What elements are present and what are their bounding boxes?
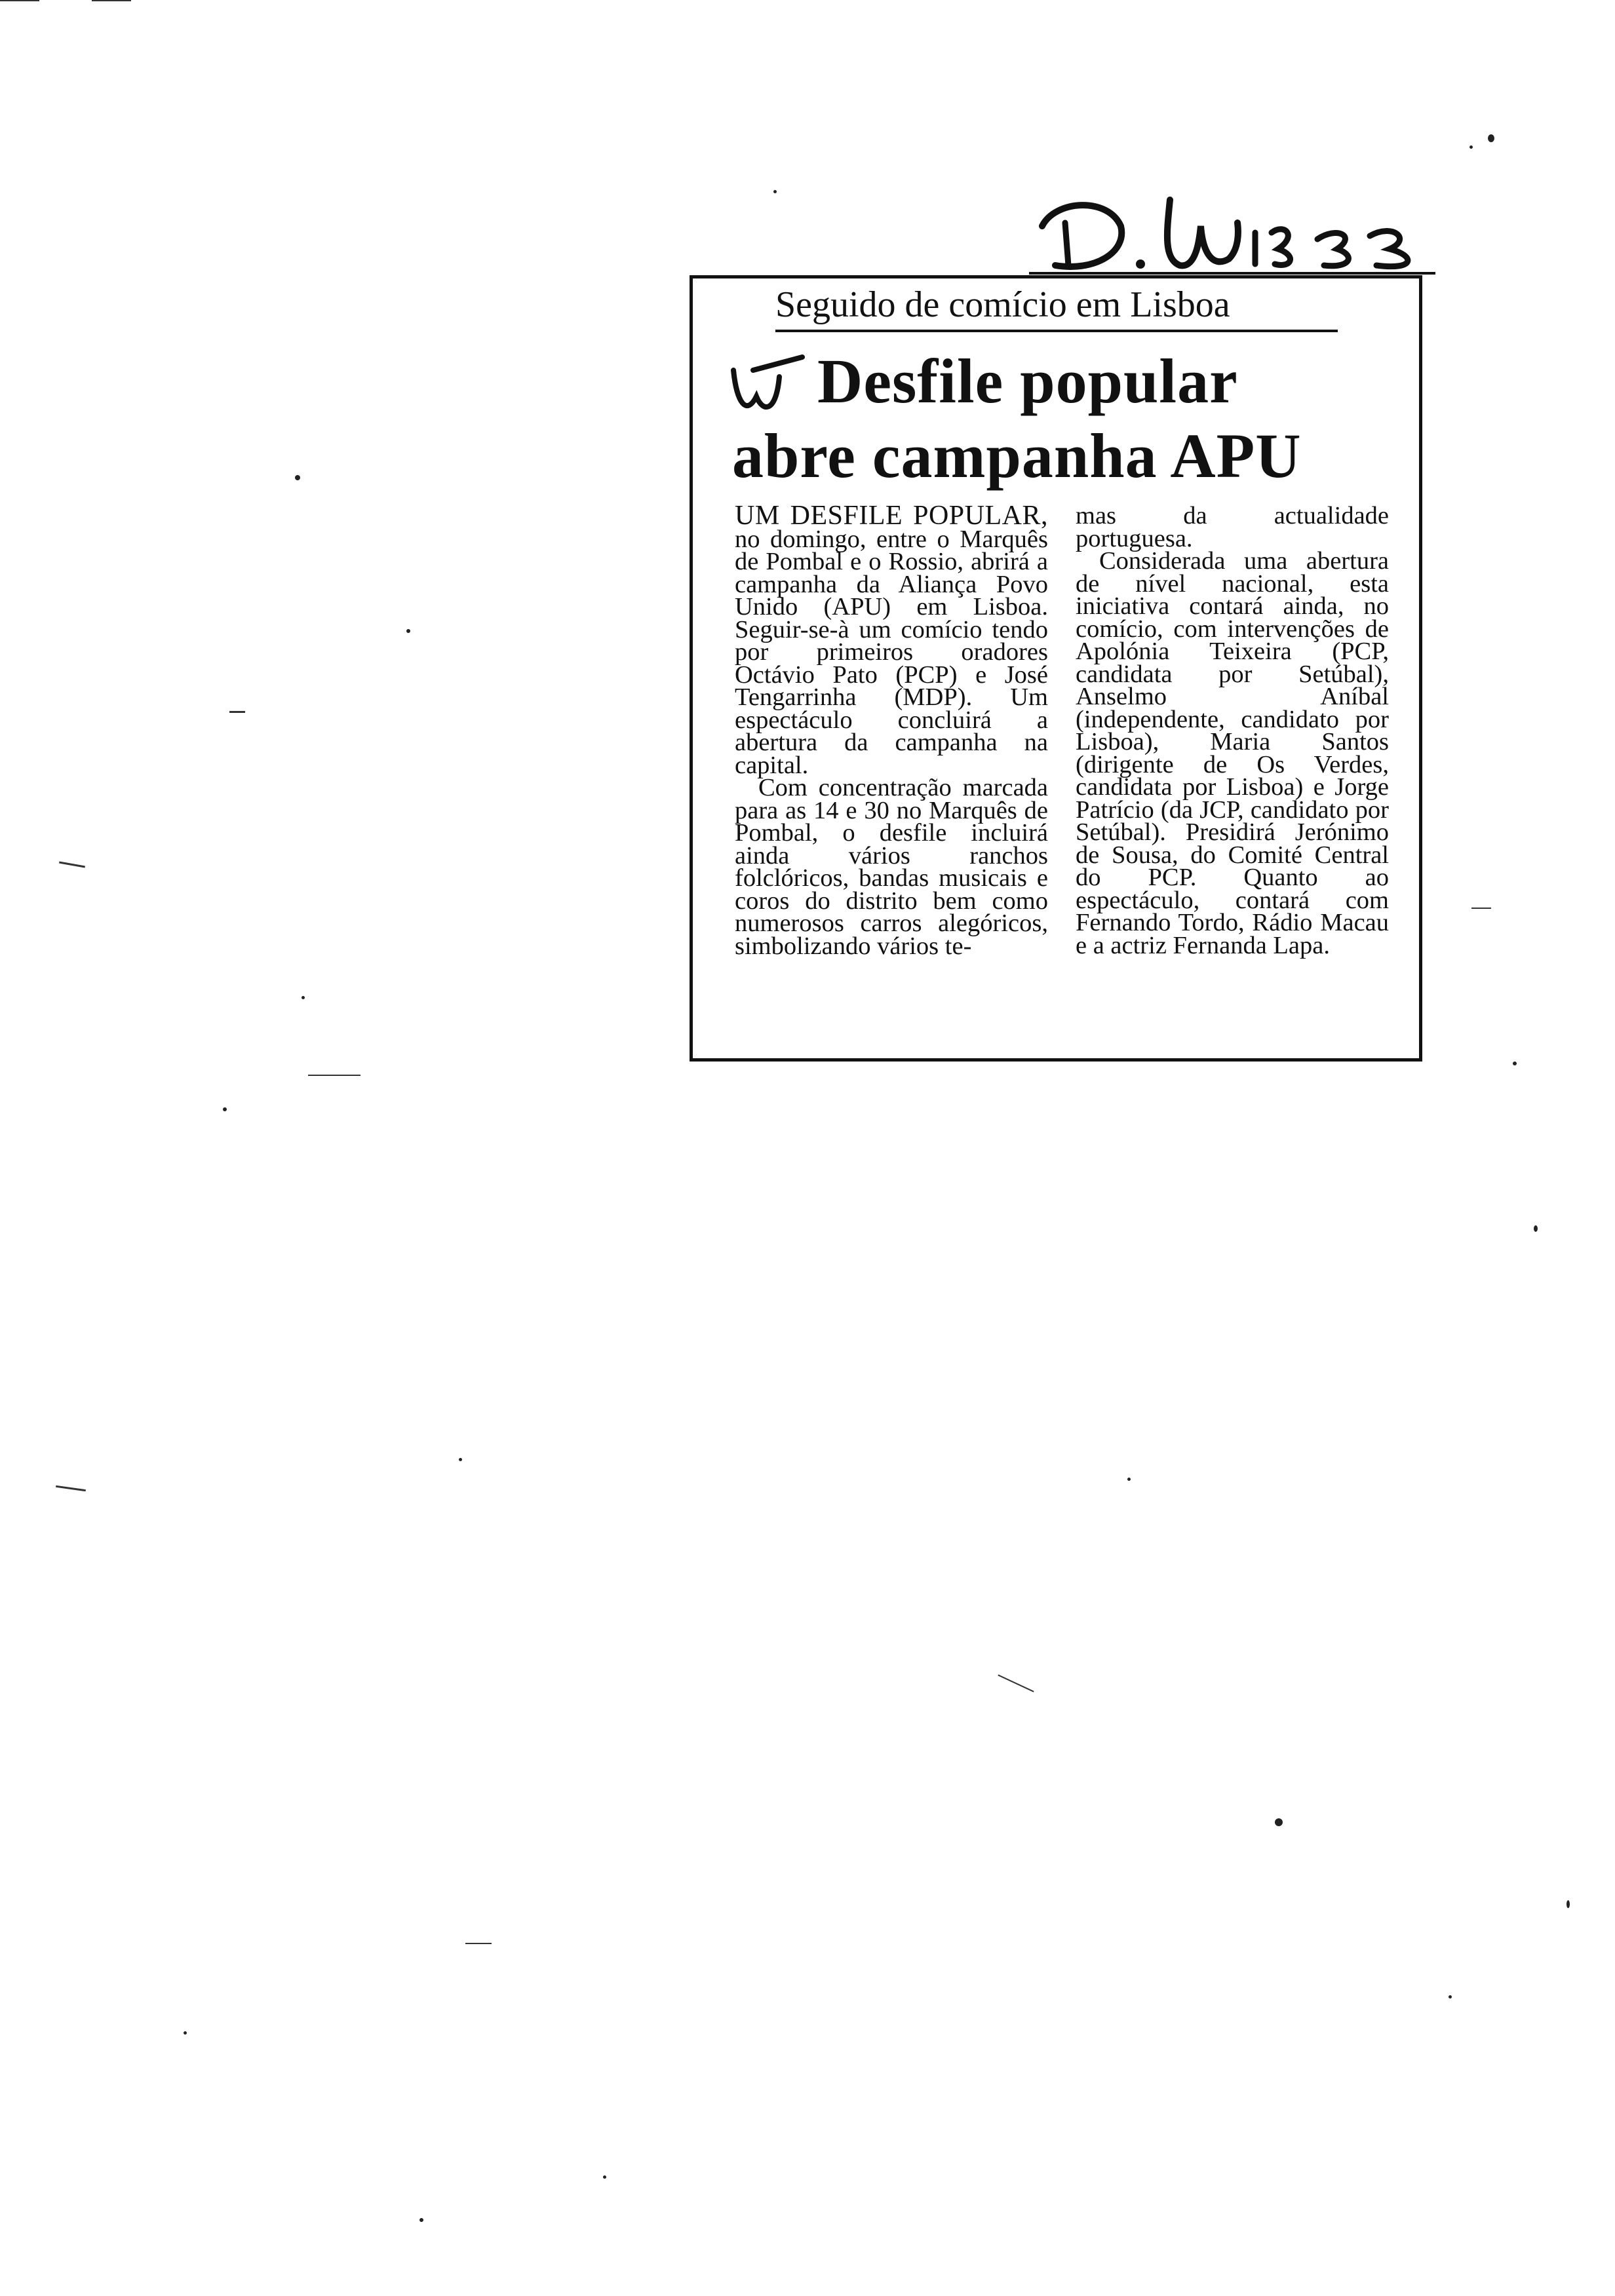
paragraph: Com concentração marcada para as 14 e 30 no Marquês de Pombal, o desfile incluirá ainda vários ranchos folclóricos, bandas musicais e coros do distrito bem como numerosos carros alegóricos, simbolizando vários te- xyxy=(735,774,1048,960)
paragraph xyxy=(735,501,1048,779)
paragraph-text: no domingo, entre o Marquês de Pombal e o Rossio, abrirá a campanha da Aliança Povo Unido (APU) em Lisboa. Seguir-se-à um comício tendo por primeiros oradores Octávio Pato (PCP) e José Tengarrinha (MDP). Um espectáculo concluirá a abertura da campanha na capital. xyxy=(735,525,1048,779)
paragraph: Considerada uma abertura de nível nacional, esta iniciativa contará ainda, no comício, com intervenções de Apolónia Teixeira (PCP, candidata por Setúbal), Anselmo Aníbal (independente, candidato por Lisboa), Maria Santos (dirigente de Os Verdes, candidata por Lisboa) e Jorge Patrício (da JCP, candidato por Setúbal). Presidirá Jerónimo de Sousa, do Comité Central do PCP. Quanto ao espectáculo, contará com Fernando Tordo, Rádio Macau e a actriz Fernanda Lapa. xyxy=(1076,547,1389,959)
article-body xyxy=(735,501,1390,960)
headline xyxy=(732,344,1401,493)
headline-line-2: abre campanha APU xyxy=(732,421,1302,491)
paragraph: mas da actualidade portuguesa. xyxy=(1076,502,1389,552)
column-2 xyxy=(1076,502,1389,959)
headline-line-1: Desfile popular xyxy=(817,346,1238,416)
newspaper-clipping xyxy=(690,275,1422,1062)
kicker-underline xyxy=(775,330,1338,332)
kicker: Seguido de comício em Lisboa xyxy=(775,284,1230,325)
column-1 xyxy=(735,501,1048,960)
handwritten-note-scribble xyxy=(1029,187,1435,278)
lead-in: UM DESFILE POPULAR, xyxy=(735,501,1048,531)
